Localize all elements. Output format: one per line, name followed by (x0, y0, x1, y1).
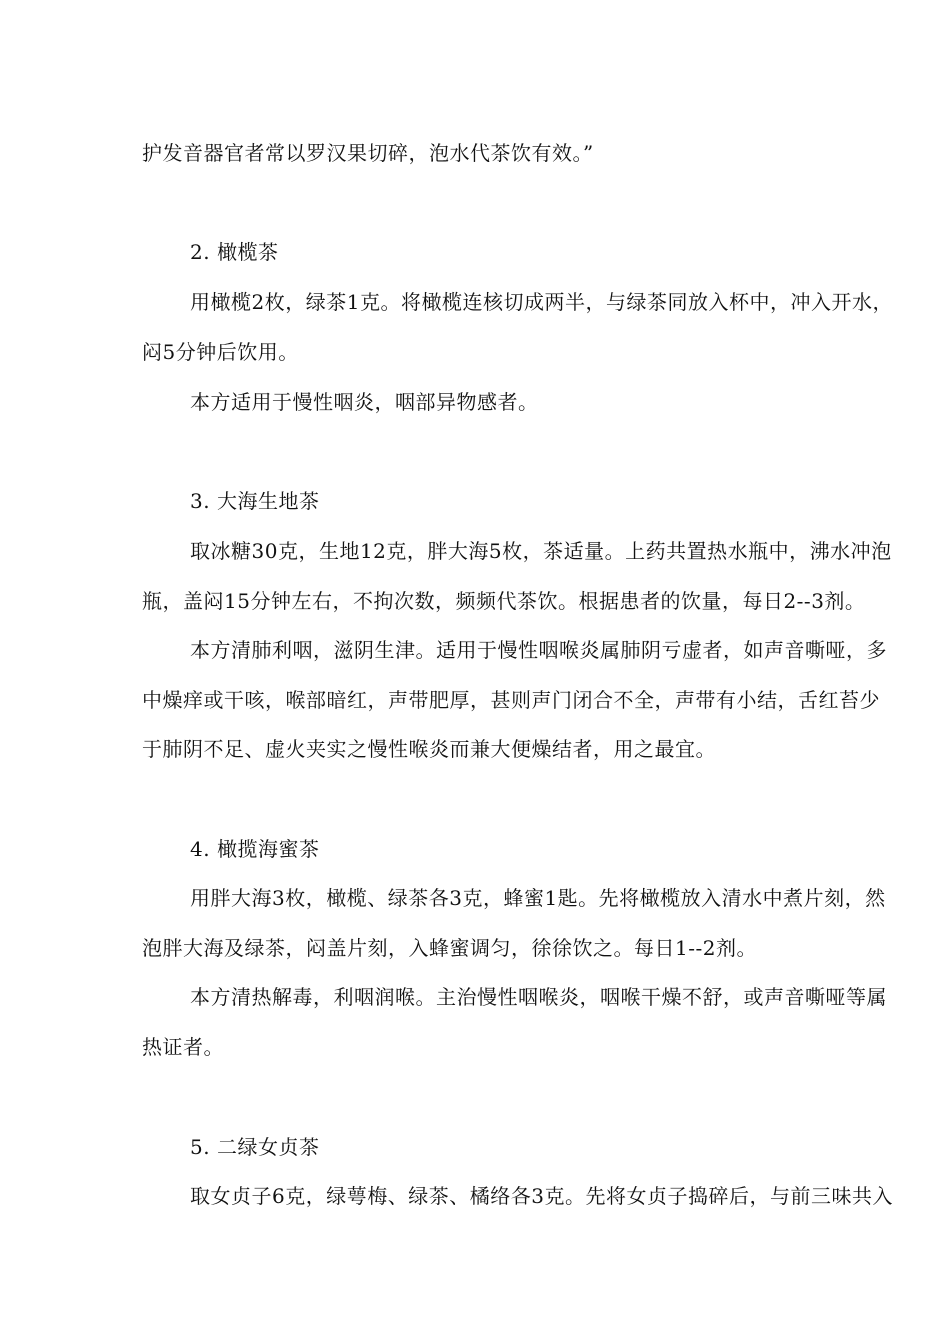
section-heading-2: 2. 橄榄茶 (190, 240, 279, 264)
continuation-line: 护发音器官者常以罗汉果切碎，泡水代茶饮有效。” (142, 141, 594, 165)
paragraph-line: 用胖大海3枚，橄榄、绿茶各3克，蜂蜜1匙。先将橄榄放入清水中煮片刻，然 (190, 886, 886, 910)
paragraph-line: 本方清肺利咽，滋阴生津。适用于慢性咽喉炎属肺阴亏虚者，如声音嘶哑，多 (190, 638, 887, 662)
paragraph-line: 泡胖大海及绿茶，闷盖片刻，入蜂蜜调匀，徐徐饮之。每日1--2剂。 (142, 936, 757, 960)
section-heading-4: 4. 橄揽海蜜茶 (190, 837, 320, 861)
paragraph-line: 本方清热解毒，利咽润喉。主治慢性咽喉炎，咽喉干燥不舒，或声音嘶哑等属 (190, 985, 887, 1009)
paragraph-line: 本方适用于慢性咽炎，咽部异物感者。 (190, 390, 539, 414)
paragraph-line: 用橄榄2枚，绿茶1克。将橄榄连核切成两半，与绿茶同放入杯中，冲入开水， (190, 290, 893, 314)
paragraph-line: 取女贞子6克，绿萼梅、绿茶、橘络各3克。先将女贞子捣碎后，与前三味共入 (190, 1184, 893, 1208)
paragraph-line: 于肺阴不足、虚火夹实之慢性喉炎而兼大便燥结者，用之最宜。 (142, 737, 716, 761)
section-heading-3: 3. 大海生地茶 (190, 489, 320, 513)
paragraph-line: 取冰糖30克，生地12克，胖大海5枚，茶适量。上药共置热水瓶中，沸水冲泡 (190, 539, 892, 563)
paragraph-line: 中燥痒或干咳，喉部暗红，声带肥厚，甚则声门闭合不全，声带有小结，舌红苔少 (142, 688, 880, 712)
paragraph-line: 瓶，盖闷15分钟左右，不拘次数，频频代茶饮。根据患者的饮量，每日2--3剂。 (142, 589, 866, 613)
paragraph-line: 热证者。 (142, 1035, 224, 1059)
paragraph-line: 闷5分钟后饮用。 (142, 340, 299, 364)
section-heading-5: 5. 二绿女贞茶 (190, 1135, 320, 1159)
